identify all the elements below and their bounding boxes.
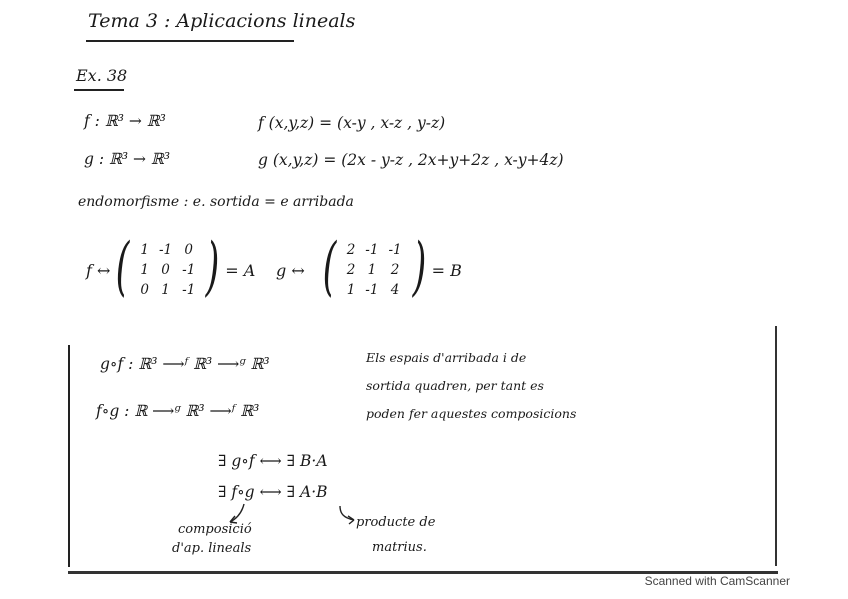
annotation-right-line-2: matrius. [372,540,427,555]
frame-right-border [775,326,777,566]
exercise-label: Ex. 38 [76,66,128,85]
endomorphism-note: endomorfisme : e. sortida = e arribada [78,194,354,210]
matrix-cell: 1 [367,262,377,278]
matrix-row [135,280,200,300]
matrix-cell: 2 [346,262,356,278]
matrix-cell: 1 [140,262,149,278]
fog-composition: f∘g : ℝ ⟶ᵍ ℝ³ ⟶ᶠ ℝ³ [96,402,260,420]
existence-gof: ∃ g∘f ⟷ ∃ B·A [218,452,328,470]
matrix-cell: -1 [182,262,196,278]
matrix-cell: 2 [390,262,400,278]
matrix-row [342,260,407,280]
matrix-cell: 0 [184,242,194,258]
existence-fog: ∃ f∘g ⟷ ∃ A·B [218,483,328,501]
f-domain-codomain: f : ℝ³ → ℝ³ [84,112,166,130]
matrix-cell: -1 [388,242,402,258]
matrix-a [135,240,200,300]
matrix-b-suffix: = B [431,260,462,280]
matrix-cell: -1 [158,242,173,258]
matrix-cell: 1 [346,282,356,298]
matrix-b [342,240,407,300]
annotation-left-line-1: composició [178,522,252,537]
page-title: Tema 3 : Aplicacions lineals [88,10,356,32]
matrix-row [342,240,407,260]
matrix-row [135,260,200,280]
annotation-right-line-1: producte de [356,515,436,530]
matrix-cell: -1 [365,282,379,298]
matrix-b-right-paren: ) [412,230,426,304]
g-definition: g (x,y,z) = (2x - y-z , 2x+y+2z , x-y+4z) [258,151,564,169]
matrix-cell: 2 [346,242,356,258]
matrix-a-left-paren: ( [116,230,130,304]
frame-left-border [68,345,70,567]
matrix-row [342,280,407,300]
gof-composition: g∘f : ℝ³ ⟶ᶠ ℝ³ ⟶ᵍ ℝ³ [100,355,270,373]
matrix-a-prefix: f ↔ [86,260,111,280]
f-definition: f (x,y,z) = (x-y , x-z , y-z) [258,114,446,132]
matrix-a-suffix: = A [225,260,256,280]
matrix-cell: 0 [161,262,170,278]
matrix-cell: -1 [365,242,379,258]
composition-note-line-2: sortida quadren, per tant es [366,378,544,393]
title-underline [86,40,294,42]
scanner-watermark: Scanned with CamScanner [644,574,790,588]
matrix-cell: -1 [182,282,196,298]
matrix-row [135,240,200,260]
exercise-underline [74,89,124,91]
matrix-b-block [276,230,462,304]
matrix-cell: 0 [140,282,149,298]
matrix-b-prefix: g ↔ [276,260,305,280]
composition-note-line-1: Els espais d'arribada i de [366,350,527,365]
matrix-a-block [86,230,256,304]
matrix-cell: 1 [161,282,170,298]
annotation-left-line-2: d'ap. lineals [172,541,252,556]
g-domain-codomain: g : ℝ³ → ℝ³ [84,150,171,168]
matrix-a-right-paren: ) [205,230,220,304]
matrix-b-left-paren: ( [322,230,337,304]
composition-note-line-3: poden fer aquestes composicions [366,406,577,421]
matrix-cell: 4 [390,282,400,298]
matrix-cell: 1 [140,242,149,258]
